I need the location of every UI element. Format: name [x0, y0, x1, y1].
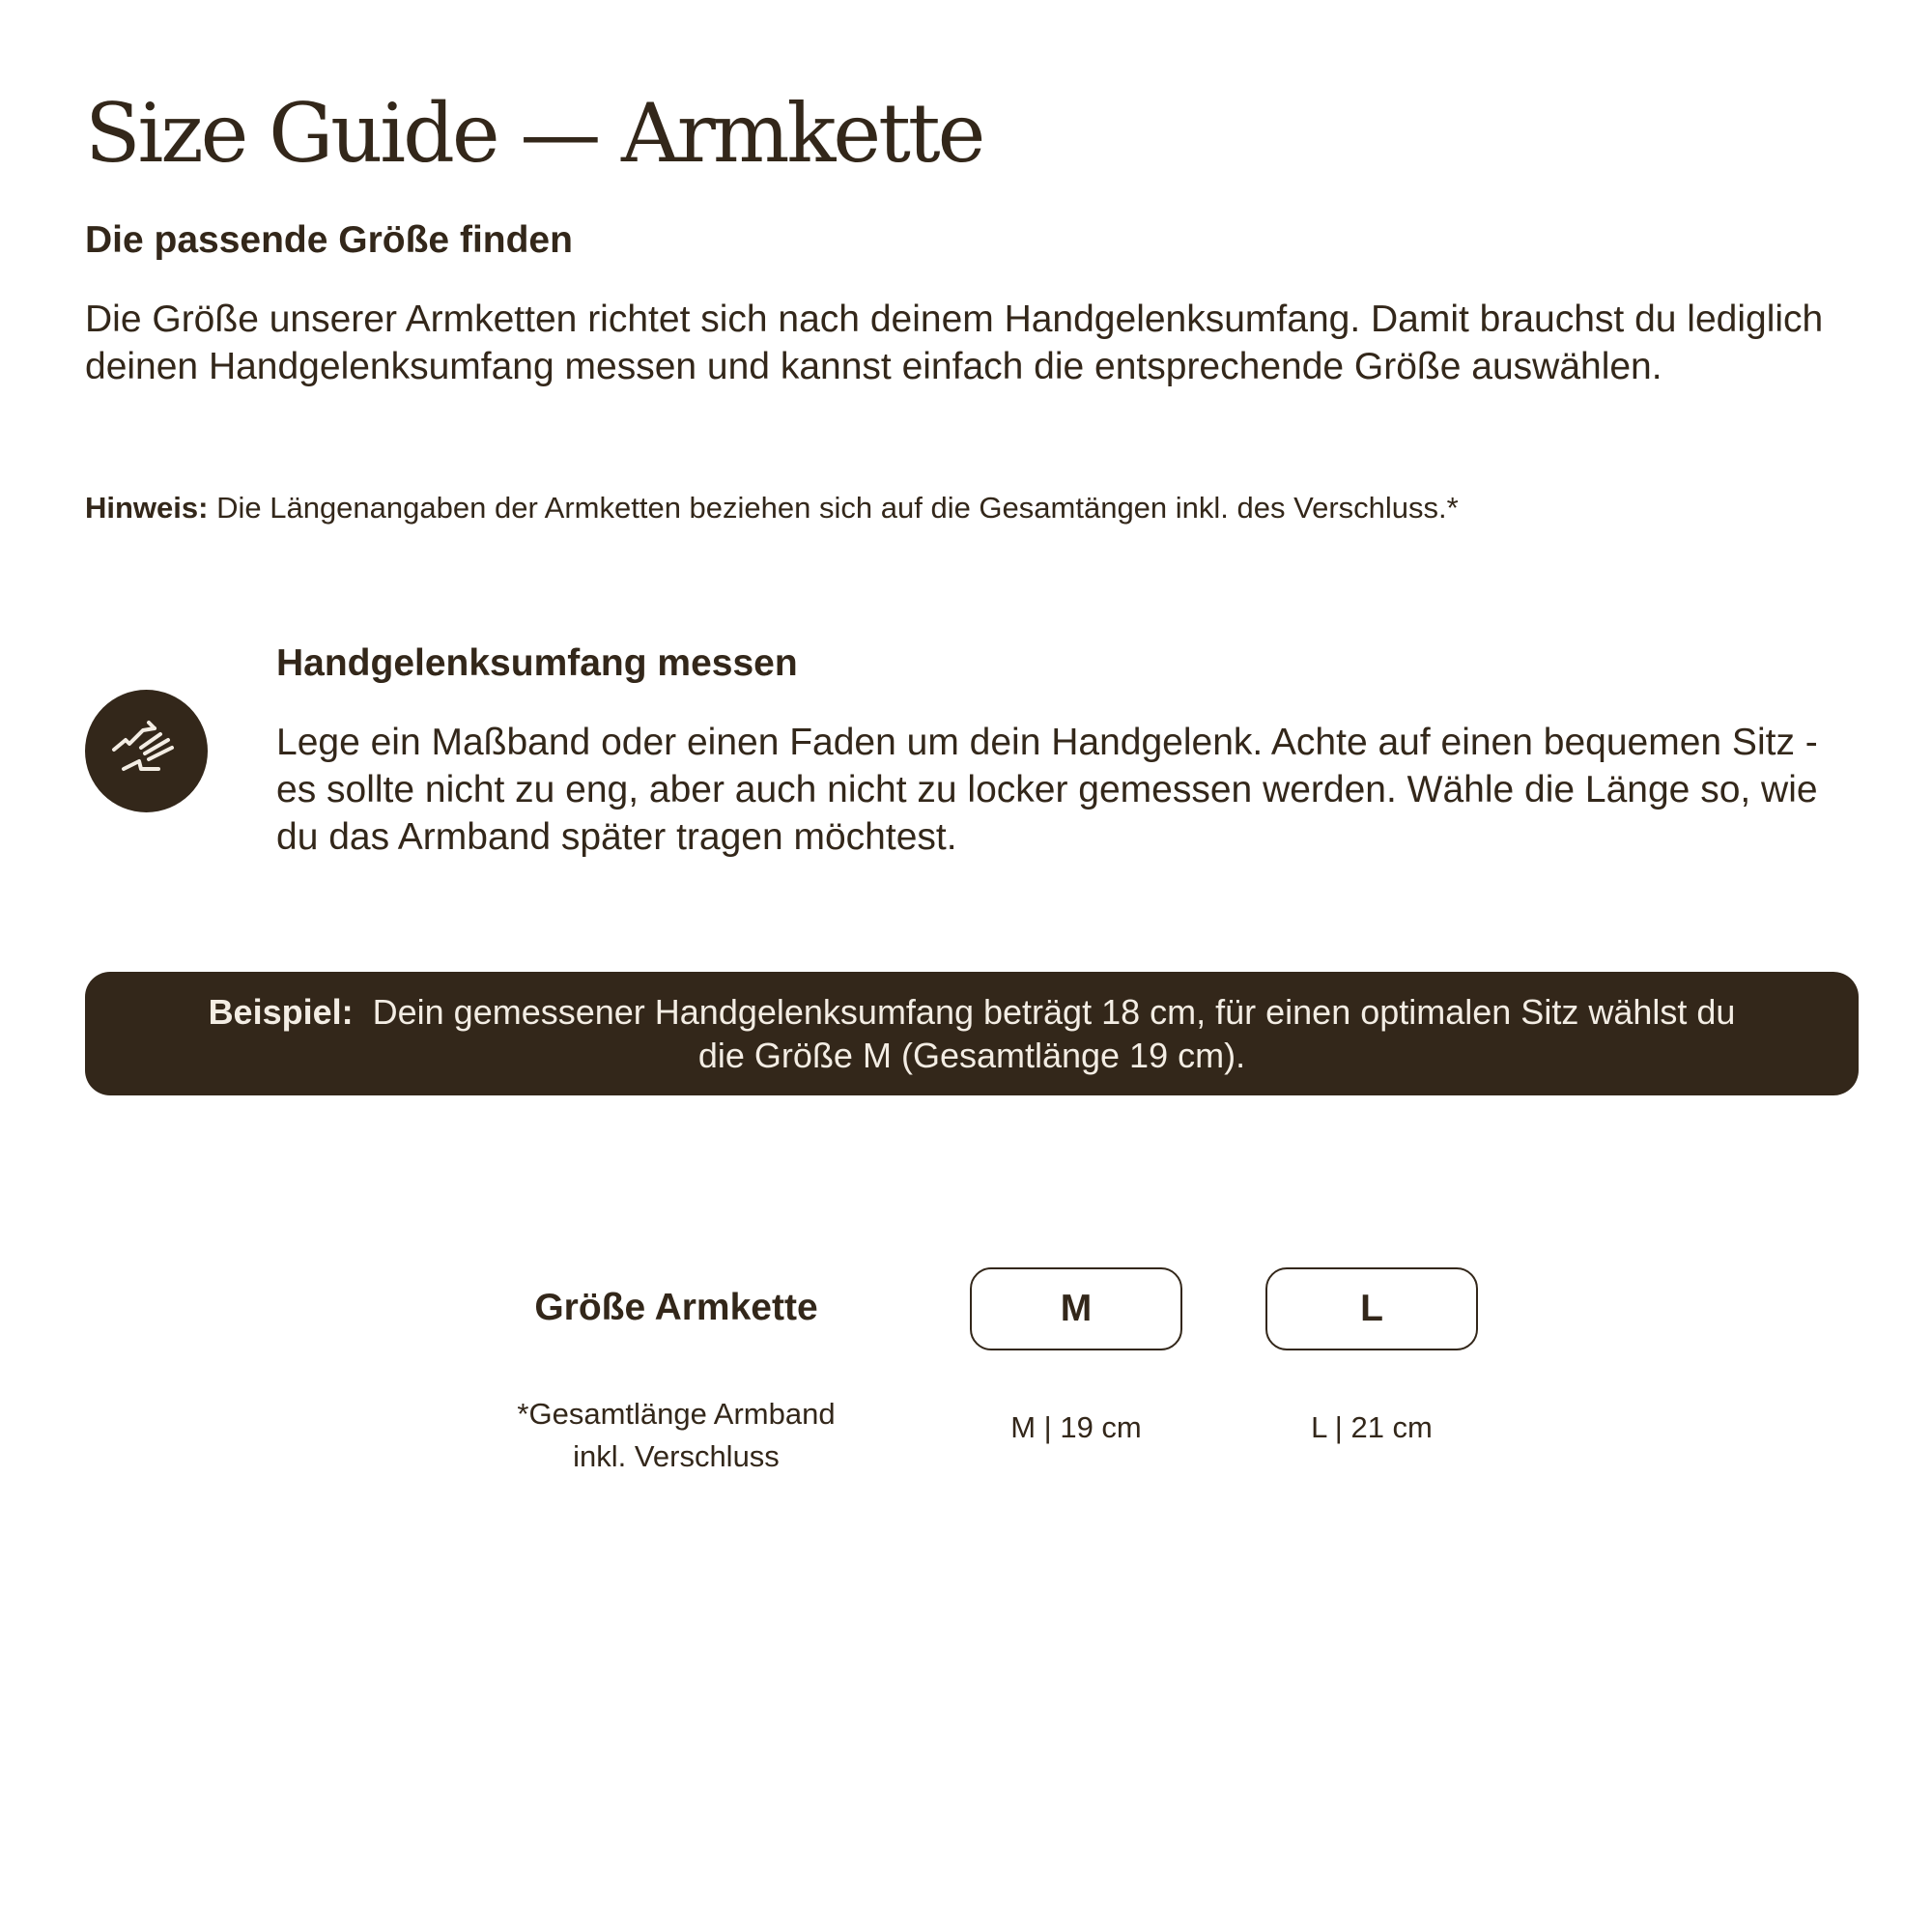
example-paragraph	[201, 990, 1743, 1077]
size-m-length: M | 19 cm	[1010, 1410, 1142, 1444]
measure-paragraph: Lege ein Maßband oder einen Faden um dein Handgelenk. Achte auf einen bequemen Sitz - es sollte nicht zu eng, aber auch nicht zu locker gemessen werden. Wähle die Länge so, wie du das Armband später tragen möchtest.	[276, 722, 1818, 858]
length-label-line1: *Gesamtlänge Armband	[517, 1397, 836, 1431]
size-m-button[interactable]: M	[970, 1267, 1182, 1350]
section-subtitle: Die passende Größe finden	[85, 219, 573, 261]
length-label-line2: inkl. Verschluss	[573, 1439, 780, 1473]
measure-heading: Handgelenksumfang messen	[276, 642, 798, 684]
note-label: Hinweis:	[85, 491, 209, 525]
hand-measure-icon	[85, 690, 208, 812]
intro-paragraph: Die Größe unserer Armketten richtet sich nach deinem Handgelenksumfang. Damit brauchst du lediglich deinen Handgelenksumfang messen und kannst einfach die entsprechende Größe auswählen.	[85, 298, 1824, 387]
size-l-button[interactable]: L	[1265, 1267, 1478, 1350]
length-label	[483, 1393, 869, 1478]
note-text: Die Längenangaben der Armketten beziehen sich auf die Gesamtängen inkl. des Verschluss.*	[216, 491, 1459, 525]
example-label: Beispiel:	[208, 992, 354, 1032]
size-selector-label: Größe Armkette	[534, 1287, 818, 1328]
example-text: Dein gemessener Handgelenksumfang beträgt 18 cm, für einen optimalen Sitz wählst du die Größe M (Gesamtlänge 19 cm).	[372, 992, 1736, 1075]
page-title: Size Guide — Armkette	[85, 86, 983, 181]
size-l-length: L | 21 cm	[1311, 1410, 1433, 1444]
note-paragraph	[85, 489, 1824, 527]
example-banner	[85, 972, 1859, 1095]
